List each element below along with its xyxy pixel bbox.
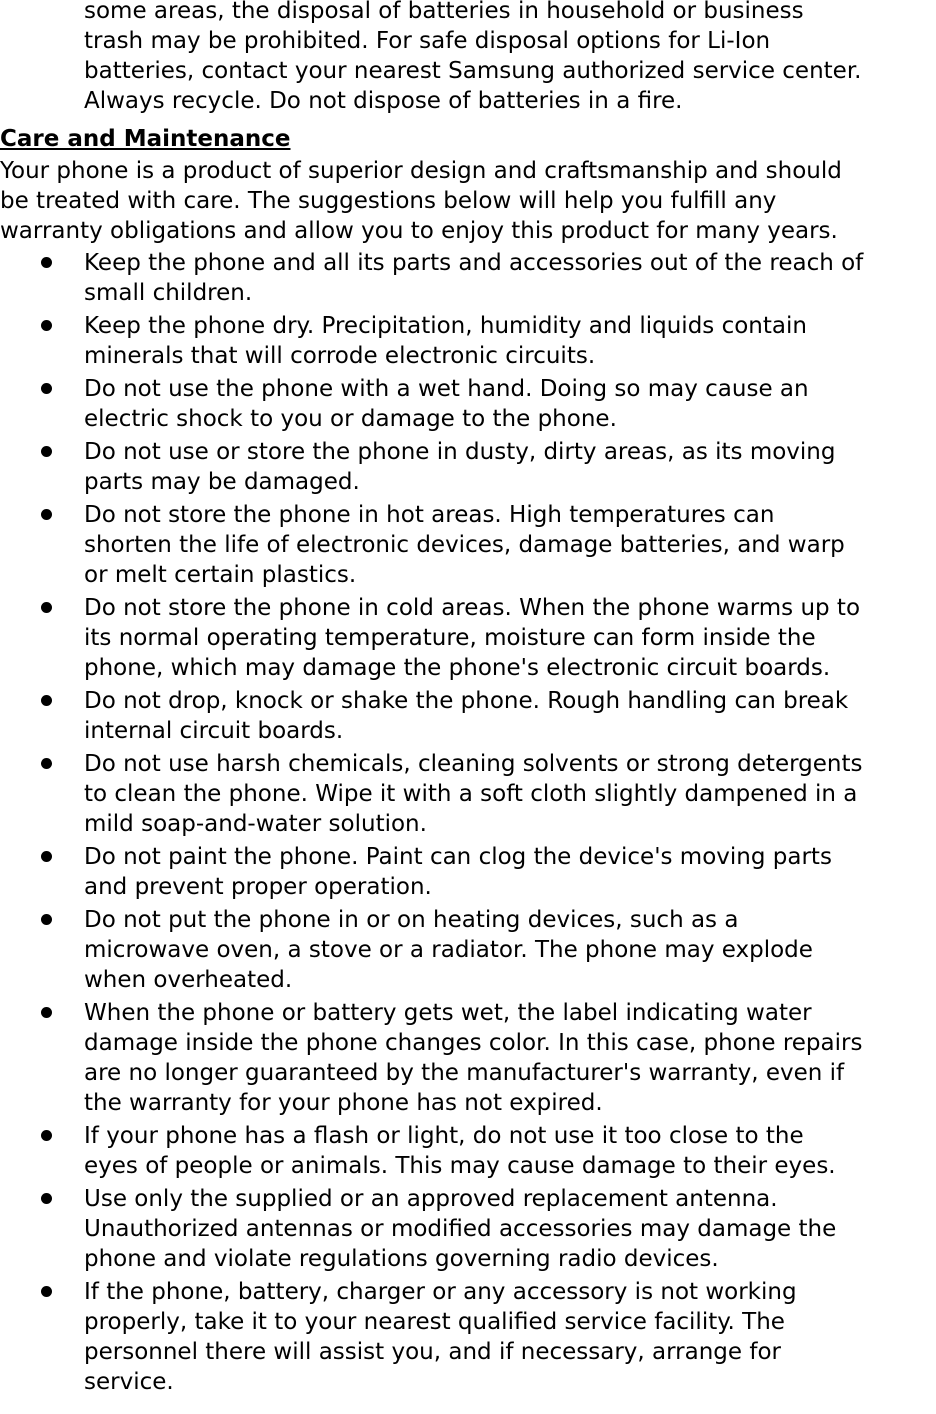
- list-item: [0, 1184, 936, 1274]
- section-heading: Care and Maintenance: [0, 126, 291, 152]
- list-item-text: Do not drop, knock or shake the phone. Rough handling can break internal circuit boards.: [84, 688, 849, 744]
- bullet-icon: [41, 509, 52, 520]
- list-item: [0, 374, 936, 434]
- list-item: [0, 905, 936, 995]
- care-tips-list: [0, 248, 936, 1397]
- bullet-icon: [41, 914, 52, 925]
- list-item-text: If the phone, battery, charger or any accessory is not working properly, take it to your nearest qualified service facility. The personnel there will assist you, and if necessary, arrange for service.: [84, 1279, 797, 1395]
- bullet-icon: [41, 446, 52, 457]
- list-item: [0, 1121, 936, 1181]
- list-item: [0, 248, 936, 308]
- list-item-text: When the phone or battery gets wet, the label indicating water damage inside the phone changes color. In this case, phone repairs are no longer guaranteed by the manufacturer's warranty, even if the warranty for your phone has not expired.: [84, 1000, 863, 1116]
- intro-paragraph: Your phone is a product of superior design and craftsmanship and should be treated with care. The suggestions below will help you fulfill any warranty obligations and allow you to enjoy this product for many years.: [0, 158, 842, 244]
- bullet-icon: [41, 257, 52, 268]
- list-item-text: Do not use or store the phone in dusty, dirty areas, as its moving parts may be damaged.: [84, 439, 836, 495]
- bullet-icon: [41, 851, 52, 862]
- bullet-icon: [41, 758, 52, 769]
- list-item: [0, 998, 936, 1118]
- list-item: [0, 749, 936, 839]
- list-item: [0, 593, 936, 683]
- list-item: [0, 1277, 936, 1397]
- list-item-text: Use only the supplied or an approved replacement antenna. Unauthorized antennas or modified accessories may damage the phone and violate regulations governing radio devices.: [84, 1186, 837, 1272]
- bullet-icon: [41, 1007, 52, 1018]
- list-item-text: Keep the phone and all its parts and accessories out of the reach of small children.: [84, 250, 864, 306]
- list-item-text: Do not use the phone with a wet hand. Doing so may cause an electric shock to you or damage to the phone.: [84, 376, 809, 432]
- bullet-icon: [41, 1193, 52, 1204]
- list-item: [0, 500, 936, 590]
- list-item-text: Do not put the phone in or on heating devices, such as a microwave oven, a stove or a radiator. The phone may explode when overheated.: [84, 907, 813, 993]
- list-item-text: Do not paint the phone. Paint can clog the device's moving parts and prevent proper operation.: [84, 844, 832, 900]
- list-item: [0, 842, 936, 902]
- bullet-icon: [41, 383, 52, 394]
- bullet-icon: [41, 1130, 52, 1141]
- list-item-text: Do not store the phone in cold areas. When the phone warms up to its normal operating temperature, moisture can form inside the phone, which may damage the phone's electronic circuit boards.: [84, 595, 861, 681]
- list-item-text: Keep the phone dry. Precipitation, humidity and liquids contain minerals that will corrode electronic circuits.: [84, 313, 807, 369]
- list-item-text: If your phone has a flash or light, do not use it too close to the eyes of people or animals. This may cause damage to their eyes.: [84, 1123, 836, 1179]
- list-item: [0, 437, 936, 497]
- list-item: [0, 311, 936, 371]
- bullet-icon: [41, 320, 52, 331]
- list-item-text: Do not use harsh chemicals, cleaning solvents or strong detergents to clean the phone. Wipe it with a soft cloth slightly dampened in a mild soap-and-water solution.: [84, 751, 863, 837]
- bullet-icon: [41, 695, 52, 706]
- bullet-icon: [41, 1286, 52, 1297]
- list-item-text: Do not store the phone in hot areas. High temperatures can shorten the life of electronic devices, damage batteries, and warp or melt certain plastics.: [84, 502, 845, 588]
- bullet-icon: [41, 602, 52, 613]
- continuation-paragraph: some areas, the disposal of batteries in household or business trash may be prohibited. For safe disposal options for Li-Ion batteries, contact your nearest Samsung authorized service center. Always recycle. Do not dispose of batteries in a fire.: [84, 0, 862, 114]
- list-item: [0, 686, 936, 746]
